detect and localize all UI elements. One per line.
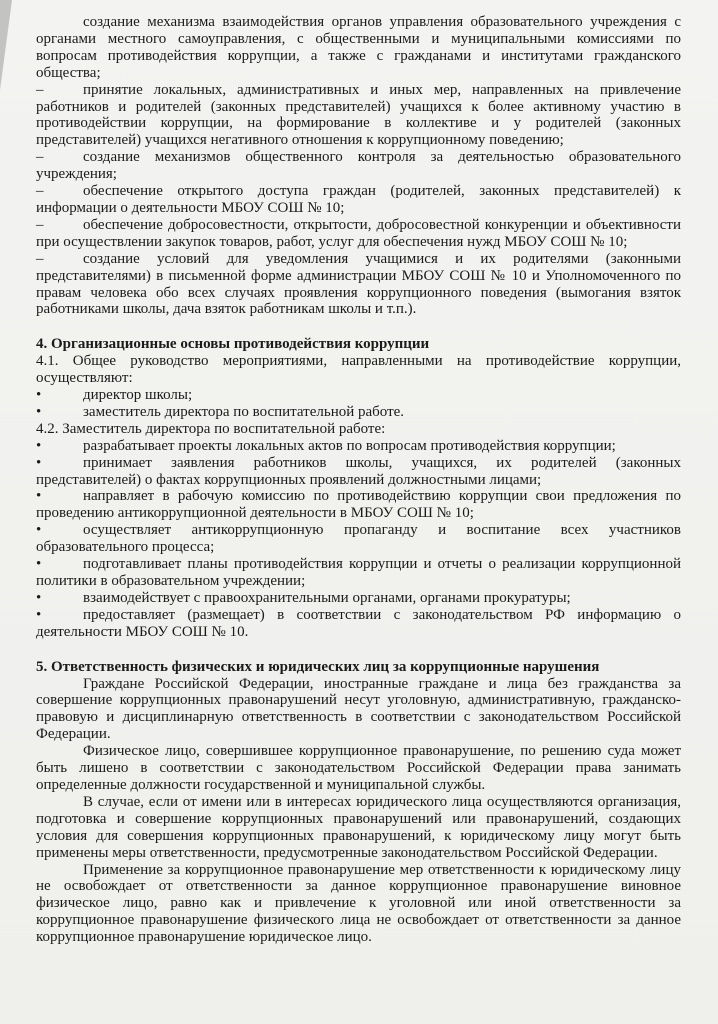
- list-item: – принятие локальных, административных и иных мер, направленных на привлечение работников и родителей (законных представителей) учащихся к более активному участию в противодействии коррупции, на формирование в коллективе и у родителей (законных представителей) учащихся негативного отношения к коррупционному поведению;: [36, 81, 681, 149]
- dash-marker: –: [36, 250, 44, 267]
- bullet-item: • взаимодействует с правоохранительными органами, органами прокуратуры;: [36, 589, 571, 606]
- bullet-marker: •: [36, 589, 42, 606]
- section-heading: 5. Ответственность физических и юридических лиц за коррупционные нарушения: [36, 658, 600, 675]
- bullet-item: • разрабатывает проекты локальных актов по вопросам противодействия коррупции;: [36, 437, 616, 454]
- paragraph: Применение за коррупционное правонарушение мер ответственности к юридическому лицу не освобождает от ответственности за данное коррупционное правонарушение виновное физическое лицо, равно как и привлечение к уголовной или иной ответственности за коррупционное правонарушение физического лица не освобождает от ответственности за данное коррупционное правонарушение юридическое лицо.: [36, 861, 681, 946]
- bullet-marker: •: [36, 606, 42, 623]
- bullet-item: • принимает заявления работников школы, учащихся, их родителей (законных представителей) о фактах коррупционных проявлений должностными лицами;: [36, 454, 681, 488]
- list-item: – создание механизмов общественного контроля за деятельностью образовательного учреждения;: [36, 149, 681, 183]
- bullet-item: • осуществляет антикоррупционную пропаганду и воспитание всех участников образовательного процесса;: [36, 522, 681, 556]
- list-item: – создание условий для уведомления учащимися и их родителями (законными представителями) в письменной форме администрации МБОУ СОШ № 10 и Уполномоченного по правам человека обо всех случаях проявления коррупционного поведения (вымогания взяток работниками школы, дача взяток работникам школы и т.п.).: [36, 250, 681, 318]
- paragraph: создание механизма взаимодействия органов управления образовательного учреждения с органами местного самоуправления, с общественными и муниципальными комиссиями по вопросам противодействия коррупции, а также с гражданами и институтами гражданского общества;: [36, 14, 681, 81]
- bullet-item: • подготавливает планы противодействия коррупции и отчеты о реализации коррупционной политики в образовательном учреждении;: [36, 556, 681, 589]
- paragraph: Физическое лицо, совершившее коррупционное правонарушение, по решению суда может быть лишено в соответствии с законодательством Российской Федерации права занимать определенные должности государственной и муниципальной службы.: [36, 743, 681, 793]
- list-item: – обеспечение открытого доступа граждан (родителей, законных представителей) к информации о деятельности МБОУ СОШ № 10;: [36, 183, 681, 216]
- section-heading: 4. Организационные основы противодействия коррупции: [36, 336, 430, 353]
- document-body: [36, 14, 681, 946]
- bullet-item: • направляет в рабочую комиссию по противодействию коррупции свои предложения по проведению антикоррупционной деятельности в МБОУ СОШ № 10;: [36, 488, 681, 522]
- dash-marker: –: [36, 149, 44, 166]
- bullet-marker: •: [36, 403, 42, 420]
- bullet-marker: •: [36, 522, 42, 539]
- bullet-item: • предоставляет (размещает) в соответствии с законодательством РФ информацию о деятельности МБОУ СОШ № 10.: [36, 606, 681, 640]
- bullet-marker: •: [36, 488, 42, 505]
- paragraph: Граждане Российской Федерации, иностранные граждане и лица без гражданства за совершение коррупционных правонарушений несут уголовную, административную, гражданско-правовую и дисциплинарную ответственность в соответствии с законодательством Российской Федерации.: [36, 675, 681, 743]
- dash-marker: –: [36, 183, 44, 200]
- bullet-marker: •: [36, 454, 42, 471]
- paragraph: В случае, если от имени или в интересах юридического лица осуществляются организация, подготовка и совершение коррупционных правонарушений или правонарушений, создающих условия для совершения коррупционных правонарушений, к юридическому лицу могут быть применены меры ответственности, предусмотренные законодательством Российской Федерации.: [36, 793, 681, 861]
- list-item: – обеспечение добросовестности, открытости, добросовестной конкуренции и объективности при осуществлении закупок товаров, работ, услуг для обеспечения нужд МБОУ СОШ № 10;: [36, 216, 681, 250]
- dash-marker: –: [36, 216, 44, 233]
- paragraph: 4.2. Заместитель директора по воспитательной работе:: [36, 420, 386, 437]
- bullet-marker: •: [36, 437, 42, 454]
- dash-marker: –: [36, 81, 44, 98]
- page-corner-shadow: [0, 0, 12, 90]
- bullet-item: • директор школы;: [36, 387, 193, 404]
- bullet-item: • заместитель директора по воспитательной работе.: [36, 403, 405, 420]
- bullet-marker: •: [36, 556, 42, 573]
- bullet-marker: •: [36, 387, 42, 404]
- paragraph: 4.1. Общее руководство мероприятиями, направленными на противодействие коррупции, осуществляют:: [36, 353, 681, 387]
